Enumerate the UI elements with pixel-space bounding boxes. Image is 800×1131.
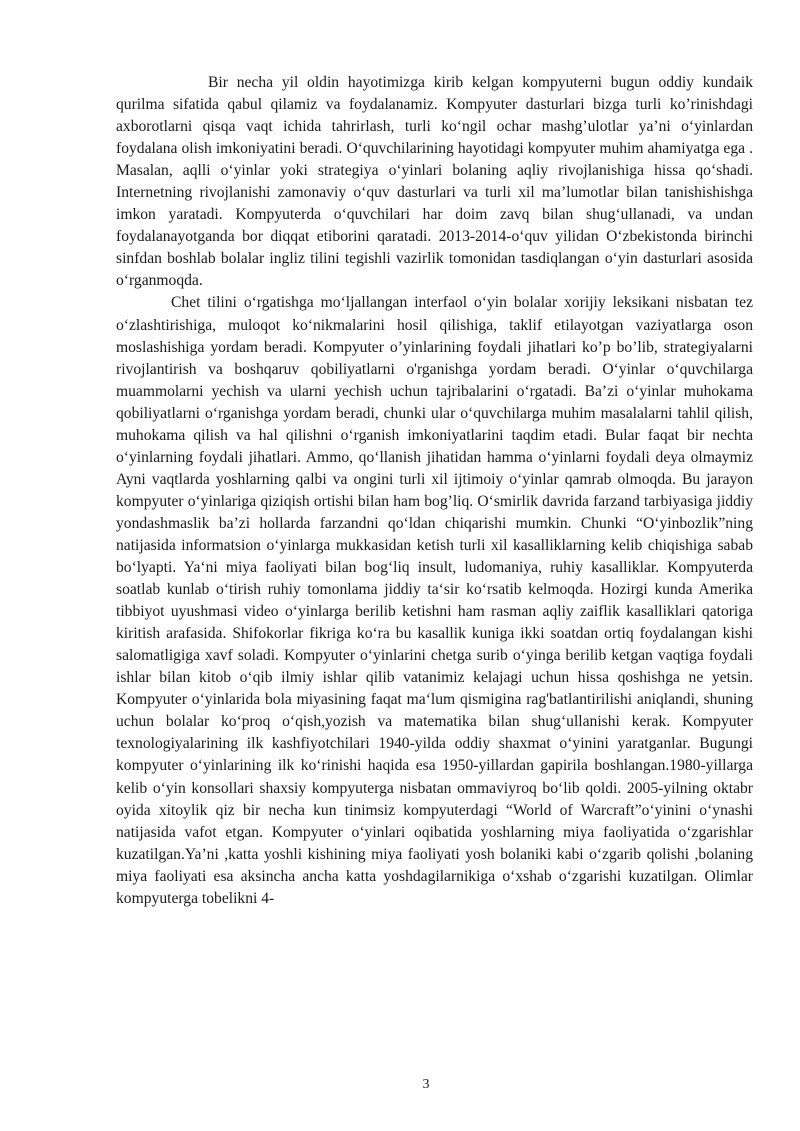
body-text (116, 72, 753, 910)
page-number: 3 (422, 1077, 430, 1092)
paragraph-intro: Bir necha yil oldin hayotimizga kirib kelgan kompyuterni bugun oddiy kundaik qurilma sifatida qabul qilamiz va foydalanamiz. Kompyuter dasturlari bizga turli ko’rinishdagi axborotlarni qisqa vaqt ichida tahrirlash, turli ko‘ngil ochar mashg’ulotlar ya’ni o‘yinlardan foydalana olish imkoniyatini beradi. O‘quvchilarining hayotidagi kompyuter muhim ahamiyatga ega . Masalan, aqlli o‘yinlar yoki strategiya o‘yinlari bolaning aqliy rivojlanishiga hissa qo‘shadi. Internetning rivojlanishi zamonaviy o‘quv dasturlari va turli xil ma’lumotlar bilan tanishishishga imkon yaratadi. Kompyuterda o‘quvchilari har doim zavq bilan shug‘ullanadi, va undan foydalanayotganda bor diqqat etiborini qaratadi. 2013-2014-o‘quv yilidan O‘zbekistonda birinchi sinfdan boshlab bolalar ingliz tilini tegishli vazirlik tomonidan tasdiqlangan o‘yin dasturlari asosida o‘rganmoqda. (116, 74, 753, 290)
paragraph-main: Chet tilini o‘rgatishga mo‘ljallangan interfaol o‘yin bolalar xorijiy leksikani nisbatan tez o‘zlashtirishiga, muloqot ko‘nikmalarini hosil qilishiga, taklif etilayotgan vaziyatlarga oson moslashishiga yordam beradi. Kompyuter o’yinlarining foydali jihatlari ko’p bo’lib, strategiyalarni rivojlantirish va boshqaruv qobiliyatlarni o'rganishga yordam beradi. O‘yinlar o‘quvchilarga muammolarni yechish va ularni yechish uchun tajribalarini o‘rgatadi. Ba’zi o‘yinlar muhokama qobiliyatlarni o‘rganishga yordam beradi, chunki ular o‘quvchilarga muhim masalalarni tahlil qilish, muhokama qilish va hal qilishni o‘rganish imkoniyatlarini taqdim etadi. Bular faqat bir nechta o‘yinlarning foydali jihatlari. Ammo, qo‘llanish jihatidan hamma o‘yinlarni foydali deya olmaymiz Ayni vaqtlarda yoshlarning qalbi va ongini turli xil ijtimoiy o‘yinlar qamrab olmoqda. Bu jarayon kompyuter o‘yinlariga qiziqish ortishi bilan ham bog’liq. O‘smirlik davrida farzand tarbiyasiga jiddiy yondashmaslik ba’zi hollarda farzandni qo‘ldan chiqarishi mumkin. Chunki “O‘yinbozlik”ning natijasida informatsion o‘yinlarga mukkasidan ketish turli xil kasalliklarning kelib chiqishiga sabab bo‘lyapti. Ya‘ni miya faoliyati bilan bog‘liq insult, ludomaniya, ruhiy kasalliklar. Kompyuterda soatlab kunlab o‘tirish ruhiy tomonlama jiddiy ta‘sir ko‘rsatib kelmoqda. Hozirgi kunda Amerika tibbiyot uyushmasi video o‘yinlarga berilib ketishni ham rasman aqliy zaiflik kasalliklari qatoriga kiritish arafasida. Shifokorlar fikriga ko‘ra bu kasallik kuniga ikki soatdan ortiq foydalangan kishi salomatligiga xavf soladi. Kompyuter o‘yinlarini chetga surib o‘yinga berilib ketgan vaqtiga foydali ishlar bilan kitob o‘qib ilmiy ishlar qilib vatanimiz kelajagi uchun hissa qoshishga ne yetsin. Kompyuter o‘yinlarida bola miyasining faqat ma‘lum qismigina rag'batlantirilishi aniqlandi, shuning uchun bolalar ko‘proq o‘qish,yozish va matematika bilan shug‘ullanishi kerak. Kompyuter texnologiyalarining ilk kashfiyotchilari 1940-yilda oddiy shaxmat o‘yinini yaratganlar. Bugungi kompyuter o‘yinlarining ilk ko‘rinishi haqida esa 1950-yillardan gapirila boshlangan.1980-yillarga kelib o‘yin konsollari shaxsiy kompyuterga nisbatan ommaviyroq bo‘lib qoldi. 2005-yilning oktabr oyida xitoylik qiz bir necha kun tinimsiz kompyuterdagi “World of Warcraft”o‘yinini o‘ynashi natijasida vafot etgan. Kompyuter o‘yinlari oqibatida yoshlarning miya faoliyatida o‘zgarishlar kuzatilgan.Ya’ni ,katta yoshli kishining miya faoliyati yosh bolaniki kabi o‘zgarib qolishi ,bolaning miya faoliyati esa aksincha ancha katta yoshdagilarnikiga o‘xshab o‘zgarishi kuzatilgan. Olimlar kompyuterga tobelikni 4- (116, 294, 753, 907)
